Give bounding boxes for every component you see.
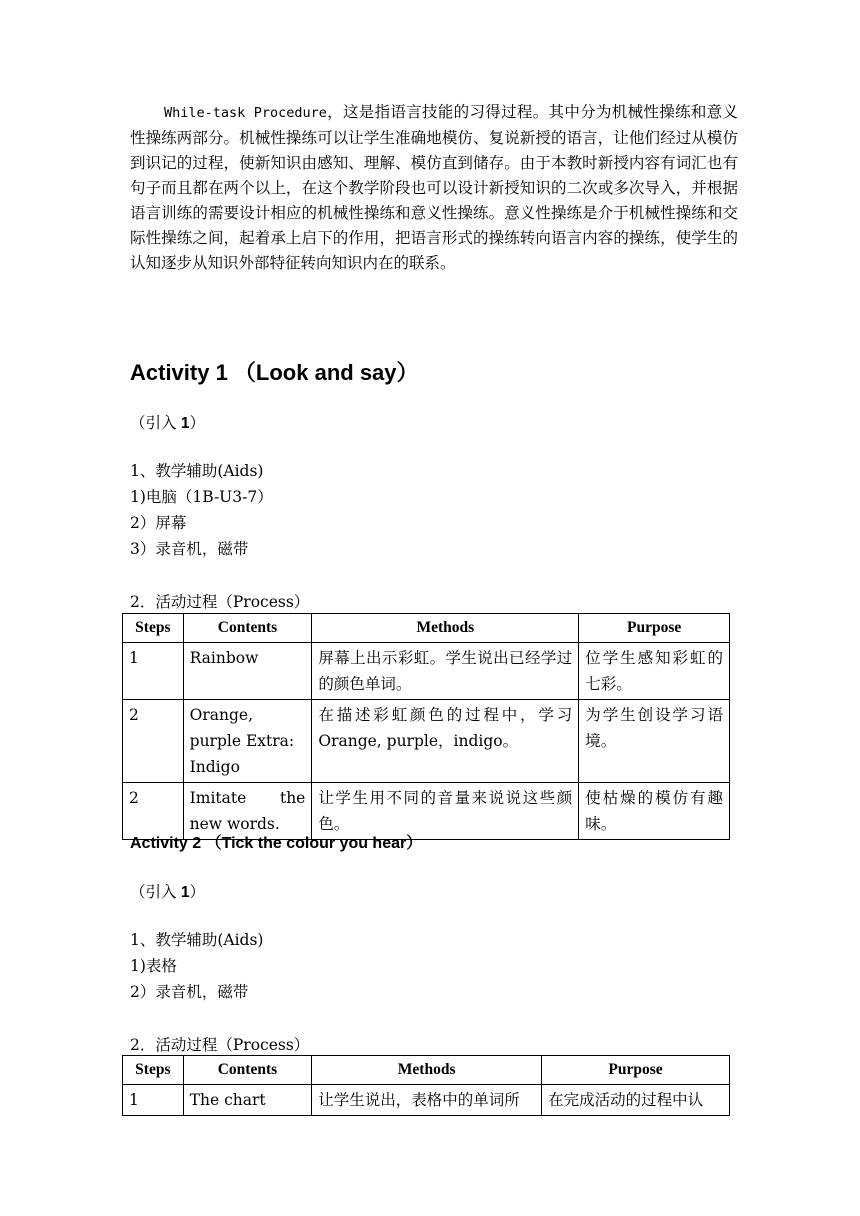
cell-contents: Orange, purple Extra: Indigo <box>183 700 312 783</box>
activity1-intro-label-pre: （引入 <box>130 415 177 432</box>
activity1-process-title: 2．活动过程（Process） <box>130 593 310 611</box>
activity2-process-title: 2．活动过程（Process） <box>130 1036 310 1054</box>
cell-methods: 在描述彩虹颜色的过程中，学习 Orange, purple，indigo。 <box>312 700 579 783</box>
header-purpose: Purpose <box>579 614 730 643</box>
cell-purpose: 使枯燥的模仿有趣味。 <box>579 783 730 840</box>
table-row <box>123 1085 730 1116</box>
cell-purpose: 位学生感知彩虹的七彩。 <box>579 643 730 700</box>
activity1-aid-item: 3）录音机，磁带 <box>130 540 249 558</box>
activity2-aids-title: 1、教学辅助(Aids) <box>130 931 264 949</box>
cell-contents: Imitate the new words. <box>183 783 312 840</box>
table-row <box>123 643 730 700</box>
activity1-intro-label-num: 1 <box>176 415 190 432</box>
cell-methods: 屏幕上出示彩虹。学生说出已经学过的颜色单词。 <box>312 643 579 700</box>
table-header-row <box>123 1056 730 1085</box>
activity2-aid-item: 2）录音机，磁带 <box>130 983 249 1001</box>
activity1-aids-list <box>130 458 273 562</box>
cell-contents: The chart <box>183 1085 312 1116</box>
activity2-intro-label <box>130 880 205 902</box>
intro-paragraph <box>130 100 738 276</box>
table-row <box>123 700 730 783</box>
activity2-process-table <box>122 1055 730 1116</box>
header-contents: Contents <box>183 1056 312 1085</box>
header-steps: Steps <box>123 614 184 643</box>
document-page <box>129 100 738 1109</box>
activity2-aid-item: 1)表格 <box>130 957 177 975</box>
table-header-row <box>123 614 730 643</box>
cell-purpose: 为学生创设学习语境。 <box>579 700 730 783</box>
activity2-aids-list <box>130 927 263 1005</box>
header-methods: Methods <box>312 614 579 643</box>
cell-methods: 让学生用不同的音量来说说这些颜色。 <box>312 783 579 840</box>
cell-step: 2 <box>123 783 184 840</box>
activity2-intro-label-post: ） <box>189 884 205 901</box>
activity1-aid-item: 1)电脑（1B-U3-7） <box>130 488 273 506</box>
header-purpose: Purpose <box>542 1056 730 1085</box>
cell-methods: 让学生说出，表格中的单词所 <box>312 1085 542 1116</box>
intro-text: ，这是指语言技能的习得过程。其中分为机械性操练和意义性操练两部分。机械性操练可以让学生准确地模仿、复说新授的语言，让他们经过从模仿到识记的过程，使新知识由感知、理解、模仿直到储存。由于本教时新授内容有词汇也有句子而且都在两个以上，在这个教学阶段也可以设计新授知识的二次或多次导入，并根据语言训练的需要设计相应的机械性操练和意义性操练。意义性操练是介于机械性操练和交际性操练之间，起着承上启下的作用，把语言形式的操练转向语言内容的操练，使学生的认知逐步从知识外部特征转向知识内在的联系。 <box>130 103 738 272</box>
cell-step: 2 <box>123 700 184 783</box>
activity2-intro-label-pre: （引入 <box>130 884 177 901</box>
header-methods: Methods <box>312 1056 542 1085</box>
activity1-process-table <box>122 613 730 840</box>
cell-purpose: 在完成活动的过程中认 <box>542 1085 730 1116</box>
cell-step: 1 <box>123 643 184 700</box>
activity2-title: Activity 2 （Tick the colour you hear） <box>130 835 423 852</box>
activity1-intro-label-post: ） <box>189 415 205 432</box>
header-steps: Steps <box>123 1056 184 1085</box>
cell-step: 1 <box>123 1085 184 1116</box>
activity1-aids-title: 1、教学辅助(Aids) <box>130 462 264 480</box>
cell-contents: Rainbow <box>183 643 312 700</box>
activity1-intro-label <box>130 411 205 433</box>
activity1-title: Activity 1 （Look and say） <box>130 360 419 385</box>
activity2-intro-label-num: 1 <box>176 884 190 901</box>
header-contents: Contents <box>183 614 312 643</box>
activity1-aid-item: 2）屏幕 <box>130 514 187 532</box>
intro-term: While-task Procedure <box>164 105 327 121</box>
